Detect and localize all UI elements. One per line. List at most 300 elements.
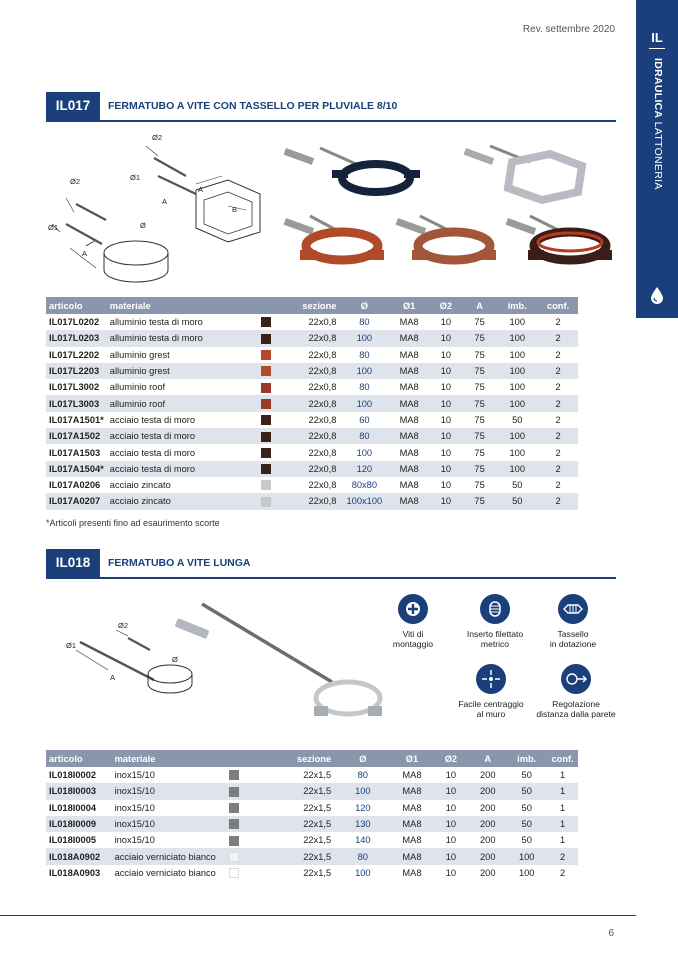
conf-value: 2 [538, 363, 578, 379]
a-value: 75 [474, 317, 485, 328]
material-color-swatch [261, 432, 271, 442]
section-value: 22x0,8 [278, 461, 340, 477]
a-value: 75 [463, 395, 497, 411]
color-swatch [221, 865, 246, 881]
label-b: B [232, 205, 238, 214]
col-articolo: articolo [46, 750, 112, 767]
feature-label-line1: Facile centraggio [458, 699, 524, 709]
conf-value: 1 [560, 770, 566, 781]
a-value: 75 [463, 493, 497, 509]
feature-regolazione [526, 664, 626, 719]
diameter-value: 80 [334, 848, 391, 864]
color-swatch [254, 428, 278, 444]
section-value: 22x1,5 [246, 848, 334, 864]
conf-value: 2 [555, 382, 561, 393]
section-value: 22x1,5 [303, 802, 332, 813]
diameter2-value: 10 [445, 867, 457, 878]
section-title: FERMATUBO A VITE CON TASSELLO PER PLUVIALE 8/10 [108, 100, 398, 112]
diameter1-value: MA8 [389, 493, 429, 509]
diameter-value: 80 [357, 770, 368, 781]
table-row [46, 363, 578, 379]
a-value: 200 [480, 770, 496, 781]
spec-table-il017 [46, 297, 578, 510]
pack-value: 100 [518, 867, 535, 878]
category-code: IL [651, 30, 663, 45]
feature-label-line2: distanza dalla parete [536, 709, 616, 719]
page-number: 6 [608, 928, 614, 939]
material-color-swatch [229, 852, 239, 862]
revision-date: Rev. settembre 2020 [522, 24, 615, 35]
product-photos-il017 [280, 140, 630, 280]
table-row [46, 428, 578, 444]
material-name: acciaio zincato [109, 480, 171, 491]
section-value: 22x0,8 [308, 317, 337, 328]
article-code: IL017L3003 [46, 395, 107, 411]
material-name: alluminio testa di moro [107, 330, 254, 346]
conf-value: 2 [538, 461, 578, 477]
material-name: acciaio testa di moro [107, 461, 254, 477]
table-header-row [46, 750, 578, 767]
material-name: alluminio grest [107, 363, 254, 379]
col-imb: imb. [506, 750, 547, 767]
diameter1-value: MA8 [399, 480, 419, 491]
diameter2-value: 10 [429, 428, 463, 444]
a-value: 75 [463, 363, 497, 379]
conf-value: 1 [560, 835, 566, 846]
diameter1-value: MA8 [399, 349, 419, 360]
section-value: 22x0,8 [308, 349, 337, 360]
label-d2-left: Ø2 [70, 177, 81, 186]
diameter1-value: MA8 [399, 447, 419, 458]
category-label-rest: LATTONERIA [652, 121, 664, 190]
article-code: IL018I0004 [49, 802, 97, 813]
material-name: acciaio verniciato bianco [114, 867, 216, 878]
color-swatch [221, 816, 246, 832]
diameter2-value: 10 [429, 363, 463, 379]
diameter2-value: 10 [432, 783, 469, 799]
pack-value: 100 [496, 428, 538, 444]
material-color-swatch [229, 819, 239, 829]
diameter1-value: MA8 [399, 382, 419, 393]
conf-value: 2 [538, 493, 578, 509]
diameter1-value: MA8 [389, 330, 429, 346]
diameter2-value: 10 [445, 835, 457, 846]
product-photo-il018 [172, 598, 392, 738]
section-value: 22x0,8 [308, 480, 337, 491]
conf-value: 1 [560, 802, 566, 813]
col-a: A [463, 297, 497, 314]
a-value: 75 [474, 414, 485, 425]
diameter-value: 80 [359, 382, 370, 393]
conf-value: 2 [538, 330, 578, 346]
category-side-tab[interactable] [636, 0, 678, 318]
col-diameter1: Ø1 [392, 750, 433, 767]
diameter2-value: 10 [429, 395, 463, 411]
material-color-swatch [261, 334, 271, 344]
col-diameter1: Ø1 [389, 297, 429, 314]
material-name: inox15/10 [112, 816, 222, 832]
conf-value: 2 [538, 395, 578, 411]
section-value: 22x0,8 [278, 493, 340, 509]
color-swatch [254, 493, 278, 509]
section-value: 22x1,5 [246, 816, 334, 832]
pack-value: 50 [521, 802, 532, 813]
a-value: 200 [480, 802, 496, 813]
crosshair-icon [476, 664, 506, 694]
diameter-value: 100 [339, 395, 389, 411]
section-title: FERMATUBO A VITE LUNGA [108, 557, 251, 569]
clamp-brown-red-photo [506, 216, 612, 260]
material-name: inox15/10 [114, 835, 155, 846]
label-a-bottom: A [82, 249, 88, 258]
material-name: acciaio zincato [107, 493, 254, 509]
col-diameter2: Ø2 [432, 750, 469, 767]
footnote: *Articoli presenti fino ad esaurimento scorte [46, 518, 220, 528]
article-code: IL018A0902 [46, 848, 112, 864]
article-code: IL017A1502 [46, 428, 107, 444]
conf-value: 2 [547, 848, 578, 864]
color-swatch [254, 379, 278, 395]
section-value: 22x0,8 [278, 395, 340, 411]
section-header-il017 [0, 92, 616, 122]
section-rule [46, 577, 616, 579]
pack-value: 100 [496, 395, 538, 411]
conf-value: 2 [555, 317, 561, 328]
pack-value: 100 [506, 848, 547, 864]
feature-inserto-filettato [450, 594, 540, 649]
material-color-swatch [261, 366, 271, 376]
diameter-value: 140 [355, 835, 371, 846]
clamp-galvanized-square-photo [464, 146, 582, 200]
label-a: A [110, 673, 116, 682]
table-row [46, 816, 578, 832]
color-swatch [254, 347, 278, 363]
color-swatch [254, 395, 278, 411]
article-code: IL017A0207 [46, 493, 107, 509]
pack-value: 50 [506, 816, 547, 832]
material-name: inox15/10 [112, 783, 222, 799]
material-color-swatch [229, 770, 239, 780]
table-row [46, 783, 578, 799]
diameter1-value: MA8 [402, 802, 422, 813]
table-row [46, 461, 578, 477]
material-color-swatch [261, 448, 271, 458]
section-value: 22x0,8 [278, 428, 340, 444]
material-color-swatch [261, 415, 271, 425]
table-row [46, 848, 578, 864]
material-color-swatch [229, 836, 239, 846]
article-code: IL017A1504* [46, 461, 107, 477]
color-swatch [254, 314, 278, 330]
table-row [46, 412, 578, 428]
a-value: 75 [474, 382, 485, 393]
feature-tassello [528, 594, 618, 649]
diameter2-value: 10 [429, 330, 463, 346]
pack-value: 50 [496, 493, 538, 509]
a-value: 75 [474, 480, 485, 491]
section-value: 22x1,5 [303, 770, 332, 781]
article-code: IL017L2203 [46, 363, 107, 379]
material-name: alluminio grest [109, 349, 170, 360]
diameter2-value: 10 [432, 816, 469, 832]
feature-viti-montaggio [368, 594, 458, 649]
color-swatch [254, 363, 278, 379]
conf-value: 2 [538, 428, 578, 444]
table-row [46, 493, 578, 509]
label-d-ring: Ø [140, 221, 146, 230]
diameter2-value: 10 [429, 461, 463, 477]
diameter1-value: MA8 [399, 414, 419, 425]
a-value: 200 [469, 848, 506, 864]
material-name: inox15/10 [114, 802, 155, 813]
section-value: 22x0,8 [278, 330, 340, 346]
material-name: inox15/10 [114, 770, 155, 781]
pack-value: 100 [509, 382, 526, 393]
label-d2-top: Ø2 [152, 133, 163, 142]
a-value: 75 [474, 447, 485, 458]
section-header-il018 [0, 549, 616, 579]
diameter-value: 100 [339, 330, 389, 346]
pack-value: 50 [521, 770, 532, 781]
feature-label-line1: Viti di [402, 629, 424, 639]
section-value: 22x1,5 [303, 867, 332, 878]
section-value: 22x0,8 [308, 414, 337, 425]
color-swatch [254, 461, 278, 477]
label-d1-top: Ø1 [130, 173, 141, 182]
diameter1-value: MA8 [389, 461, 429, 477]
article-code: IL017L3002 [49, 382, 100, 393]
conf-value: 2 [560, 867, 566, 878]
spec-table-il018 [46, 750, 578, 881]
diameter-value: 80 [359, 349, 370, 360]
diameter1-value: MA8 [402, 835, 422, 846]
material-color-swatch [229, 868, 239, 878]
material-color-swatch [261, 399, 271, 409]
diameter1-value: MA8 [402, 867, 422, 878]
conf-value: 2 [555, 349, 561, 360]
material-color-swatch [261, 350, 271, 360]
clamp-grest-photo [284, 216, 384, 260]
diameter2-value: 10 [440, 414, 452, 425]
diameter-value: 100 [355, 867, 371, 878]
section-value: 22x1,5 [303, 835, 332, 846]
feature-label-line2: montaggio [392, 639, 434, 649]
diameter-value: 80x80 [351, 480, 378, 491]
feature-label-line1: Inserto filettato [466, 629, 524, 639]
pack-value: 50 [521, 835, 532, 846]
col-materiale: materiale [107, 297, 254, 314]
color-swatch [221, 832, 246, 848]
color-swatch [221, 800, 246, 816]
article-code: IL017L2202 [49, 349, 100, 360]
category-divider [649, 48, 665, 49]
table-row [46, 865, 578, 881]
clamp-roof-photo [396, 216, 496, 260]
diameter-value: 80 [359, 317, 370, 328]
section-value: 22x0,8 [308, 447, 337, 458]
technical-drawing-il017 [46, 128, 276, 298]
table-row [46, 330, 578, 346]
wall-plug-icon [558, 594, 588, 624]
col-sezione: sezione [278, 297, 340, 314]
color-swatch [221, 783, 246, 799]
col-conf: conf. [547, 750, 578, 767]
article-code: IL017A0206 [49, 480, 101, 491]
water-drop-icon [650, 286, 664, 304]
material-color-swatch [261, 383, 271, 393]
col-articolo: articolo [46, 297, 107, 314]
material-color-swatch [229, 787, 239, 797]
section-code-badge: IL018 [46, 549, 100, 577]
table-body-il018 [46, 767, 578, 881]
conf-value: 2 [555, 447, 561, 458]
color-swatch [254, 412, 278, 428]
diameter1-value: MA8 [389, 428, 429, 444]
pack-value: 50 [512, 414, 523, 425]
pack-value: 100 [509, 349, 526, 360]
section-value: 22x0,8 [278, 363, 340, 379]
col-imb: imb. [496, 297, 538, 314]
article-code: IL017A1503 [49, 447, 101, 458]
material-color-swatch [261, 480, 271, 490]
category-label-bold: IDRAULICA [652, 58, 664, 119]
article-code: IL018I0009 [46, 816, 112, 832]
table-row [46, 800, 578, 816]
diameter-value: 100 [334, 783, 391, 799]
col-swatch [221, 750, 246, 767]
article-code: IL017L0203 [46, 330, 107, 346]
pack-value: 100 [496, 461, 538, 477]
label-d2: Ø2 [118, 621, 129, 630]
pack-value: 50 [512, 480, 523, 491]
pack-value: 100 [509, 317, 526, 328]
diameter1-value: MA8 [389, 363, 429, 379]
diameter-value: 60 [359, 414, 370, 425]
col-diameter: Ø [339, 297, 389, 314]
col-diameter2: Ø2 [429, 297, 463, 314]
diameter2-value: 10 [432, 848, 469, 864]
feature-label-line2: metrico [480, 639, 510, 649]
section-value: 22x1,5 [246, 783, 334, 799]
label-a-mid: A [162, 197, 168, 206]
section-code-badge: IL017 [46, 92, 100, 120]
pack-value: 50 [506, 783, 547, 799]
diameter1-value: MA8 [392, 783, 433, 799]
pack-value: 100 [496, 363, 538, 379]
color-swatch [254, 330, 278, 346]
feature-centraggio [446, 664, 536, 719]
color-swatch [254, 444, 278, 460]
diameter1-value: MA8 [392, 848, 433, 864]
label-a-top: A [198, 185, 204, 194]
footer-rule [0, 915, 636, 916]
color-swatch [221, 848, 246, 864]
diameter-value: 120 [355, 802, 371, 813]
table-row [46, 477, 578, 493]
material-color-swatch [261, 317, 271, 327]
feature-label-line1: Tassello [557, 629, 589, 639]
table-row [46, 832, 578, 848]
material-name: acciaio verniciato bianco [112, 848, 222, 864]
article-code: IL018I0002 [49, 770, 97, 781]
diameter1-value: MA8 [389, 395, 429, 411]
diameter2-value: 10 [440, 349, 452, 360]
diameter-value: 120 [339, 461, 389, 477]
article-code: IL018I0003 [46, 783, 112, 799]
table-body-il017 [46, 314, 578, 510]
table-row [46, 395, 578, 411]
screw-plus-icon [398, 594, 428, 624]
material-name: acciaio testa di moro [109, 414, 196, 425]
a-value: 75 [463, 330, 497, 346]
diameter2-value: 10 [445, 770, 457, 781]
a-value: 200 [480, 835, 496, 846]
pack-value: 100 [496, 330, 538, 346]
material-color-swatch [261, 464, 271, 474]
material-name: alluminio roof [107, 395, 254, 411]
diameter2-value: 10 [429, 493, 463, 509]
feature-label-line2: al muro [476, 709, 506, 719]
a-value: 200 [480, 867, 496, 878]
article-code: IL018A0903 [49, 867, 101, 878]
pack-value: 100 [509, 447, 526, 458]
diameter2-value: 10 [440, 382, 452, 393]
material-name: acciaio testa di moro [107, 428, 254, 444]
conf-value: 1 [547, 816, 578, 832]
col-diameter: Ø [334, 750, 391, 767]
material-color-swatch [229, 803, 239, 813]
distance-adjust-icon [561, 664, 591, 694]
table-row [46, 314, 578, 330]
diameter1-value: MA8 [399, 317, 419, 328]
diameter1-value: MA8 [392, 816, 433, 832]
diameter-value: 130 [334, 816, 391, 832]
label-d: Ø [172, 655, 178, 664]
conf-value: 1 [547, 783, 578, 799]
threaded-insert-icon [480, 594, 510, 624]
table-row [46, 379, 578, 395]
feature-label-line2: in dotazione [549, 639, 597, 649]
diameter2-value: 10 [440, 447, 452, 458]
col-materiale: materiale [112, 750, 222, 767]
section-rule [46, 120, 616, 122]
a-value: 75 [463, 428, 497, 444]
diameter-value: 80 [339, 428, 389, 444]
article-code: IL018I0005 [49, 835, 97, 846]
diameter-value: 100 [356, 447, 373, 458]
wall-plug-photo [175, 618, 210, 639]
feature-label-line1: Regolazione [552, 699, 600, 709]
clamp-dark-photo [284, 148, 420, 192]
color-swatch [254, 477, 278, 493]
col-a: A [469, 750, 506, 767]
table-row [46, 347, 578, 363]
article-code: IL017L0202 [49, 317, 100, 328]
table-row [46, 444, 578, 460]
col-swatch [254, 297, 278, 314]
category-label [652, 58, 664, 190]
a-value: 200 [469, 816, 506, 832]
a-value: 200 [469, 783, 506, 799]
material-name: alluminio roof [109, 382, 166, 393]
color-swatch [221, 767, 246, 783]
diameter1-value: MA8 [402, 770, 422, 781]
section-value: 22x0,8 [308, 382, 337, 393]
col-conf: conf. [538, 297, 578, 314]
col-sezione: sezione [246, 750, 334, 767]
diameter-value: 100 [339, 363, 389, 379]
label-d1-left: Ø1 [48, 223, 59, 232]
